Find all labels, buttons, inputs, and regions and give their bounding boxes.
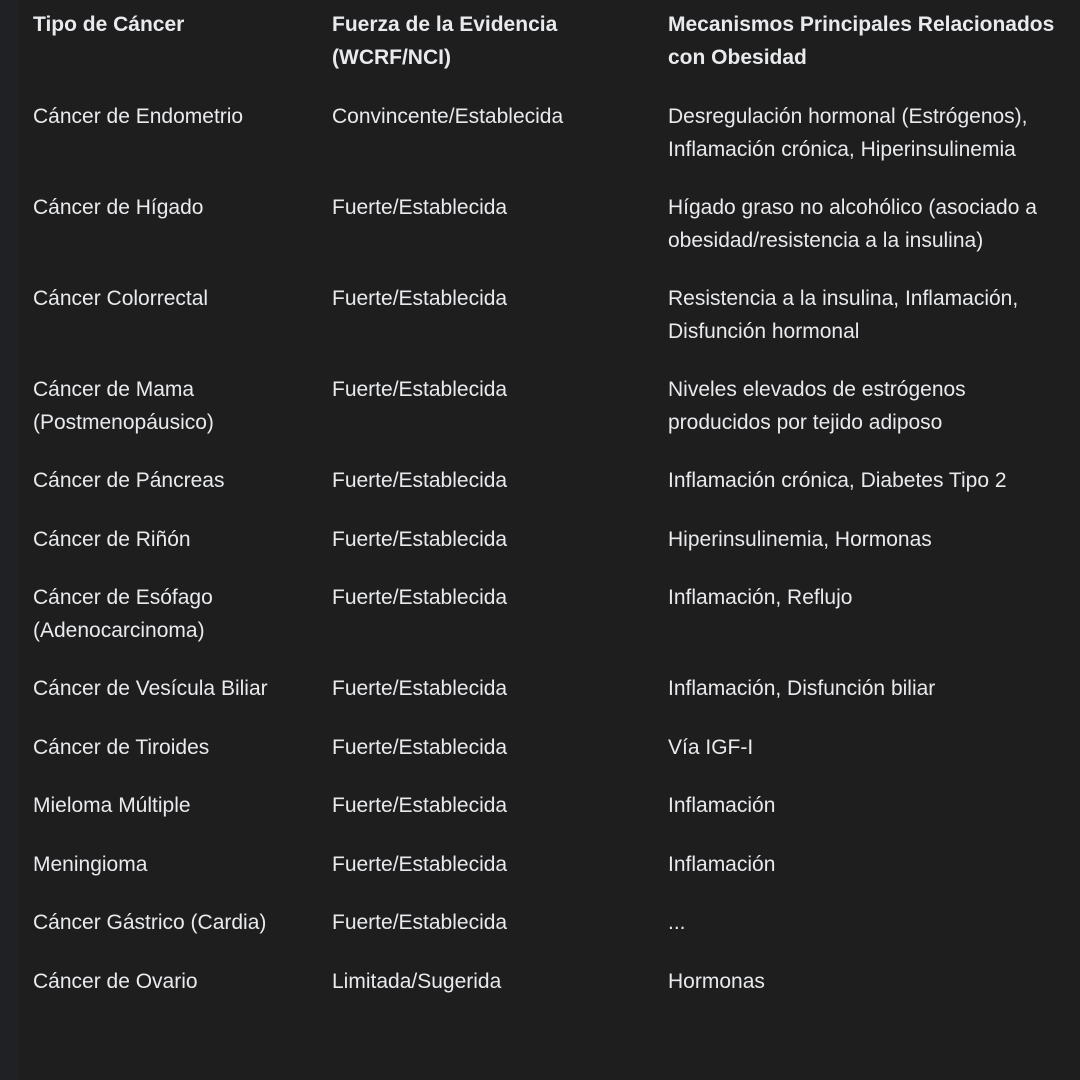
cell-cancer-type: Cáncer de Mama (Postmenopáusico) (33, 378, 214, 434)
table-header (33, 0, 1073, 91)
header-row (33, 0, 1073, 91)
cancer-obesity-table (33, 0, 1073, 1014)
cell-mechanisms: Inflamación (668, 794, 776, 817)
cell-mechanisms: Hiperinsulinemia, Hormonas (668, 527, 932, 551)
table-row (33, 572, 1073, 663)
cell-mechanisms: Inflamación (668, 852, 776, 876)
table-row (33, 273, 1073, 364)
table-row (33, 364, 1073, 455)
cell-mechanisms: Niveles elevados de estrógenos producidos por tejido adiposo (668, 378, 966, 434)
cell-evidence-strength: Fuerte/Establecida (332, 196, 508, 219)
table-row (33, 722, 1073, 781)
cell-evidence-strength: Fuerte/Establecida (332, 527, 508, 551)
cell-cancer-type: Cáncer de Esófago (Adenocarcinoma) (33, 586, 213, 642)
cell-mechanisms: Inflamación, Disfunción biliar (668, 677, 936, 700)
cell-evidence-strength: Limitada/Sugerida (332, 969, 502, 993)
cell-cancer-type: Cáncer de Hígado (33, 196, 204, 219)
table-row (33, 455, 1073, 514)
table-panel (18, 0, 1080, 1080)
table-row (33, 514, 1073, 573)
cell-cancer-type: Cáncer de Ovario (33, 969, 198, 993)
header-evidence-strength: Fuerza de la Evidencia (WCRF/NCI) (332, 13, 558, 69)
cell-cancer-type: Cáncer Colorrectal (33, 287, 209, 310)
table-body (33, 91, 1073, 1014)
table-row (33, 956, 1073, 1015)
cell-mechanisms: Desregulación hormonal (Estrógenos), Inflamación crónica, Hiperinsulinemia (668, 105, 1028, 161)
cell-cancer-type: Mieloma Múltiple (33, 794, 191, 817)
cell-mechanisms: Inflamación, Reflujo (668, 586, 853, 609)
cell-cancer-type: Cáncer de Vesícula Biliar (33, 677, 268, 700)
cell-cancer-type: Meningioma (33, 852, 148, 876)
cell-mechanisms: Vía IGF-I (668, 735, 754, 759)
table-row (33, 182, 1073, 273)
cell-mechanisms: Hormonas (668, 969, 765, 993)
header-cancer-type: Tipo de Cáncer (33, 13, 185, 36)
table-row (33, 780, 1073, 839)
cell-cancer-type: Cáncer Gástrico (Cardia) (33, 911, 267, 934)
cell-evidence-strength: Fuerte/Establecida (332, 586, 508, 609)
cell-evidence-strength: Fuerte/Establecida (332, 911, 508, 934)
cell-cancer-type: Cáncer de Riñón (33, 527, 191, 551)
cell-evidence-strength: Fuerte/Establecida (332, 852, 508, 876)
cell-evidence-strength: Fuerte/Establecida (332, 378, 508, 401)
cell-evidence-strength: Fuerte/Establecida (332, 794, 508, 817)
cell-mechanisms: Hígado graso no alcohólico (asociado a obesidad/resistencia a la insulina) (668, 196, 1037, 252)
table-row (33, 91, 1073, 182)
cell-cancer-type: Cáncer de Tiroides (33, 735, 210, 759)
cell-evidence-strength: Fuerte/Establecida (332, 469, 508, 492)
cell-evidence-strength: Fuerte/Establecida (332, 735, 508, 759)
cell-cancer-type: Cáncer de Páncreas (33, 469, 225, 492)
cell-mechanisms: Inflamación crónica, Diabetes Tipo 2 (668, 469, 1007, 492)
table-row (33, 663, 1073, 722)
cell-evidence-strength: Fuerte/Establecida (332, 287, 508, 310)
table-row (33, 839, 1073, 898)
cell-evidence-strength: Convincente/Establecida (332, 105, 564, 128)
table-row (33, 897, 1073, 956)
cell-evidence-strength: Fuerte/Establecida (332, 677, 508, 700)
header-mechanisms: Mecanismos Principales Relacionados con Obesidad (668, 13, 1055, 69)
cell-cancer-type: Cáncer de Endometrio (33, 105, 244, 128)
cell-mechanisms: ... (668, 911, 686, 934)
cell-mechanisms: Resistencia a la insulina, Inflamación, Disfunción hormonal (668, 287, 1019, 343)
